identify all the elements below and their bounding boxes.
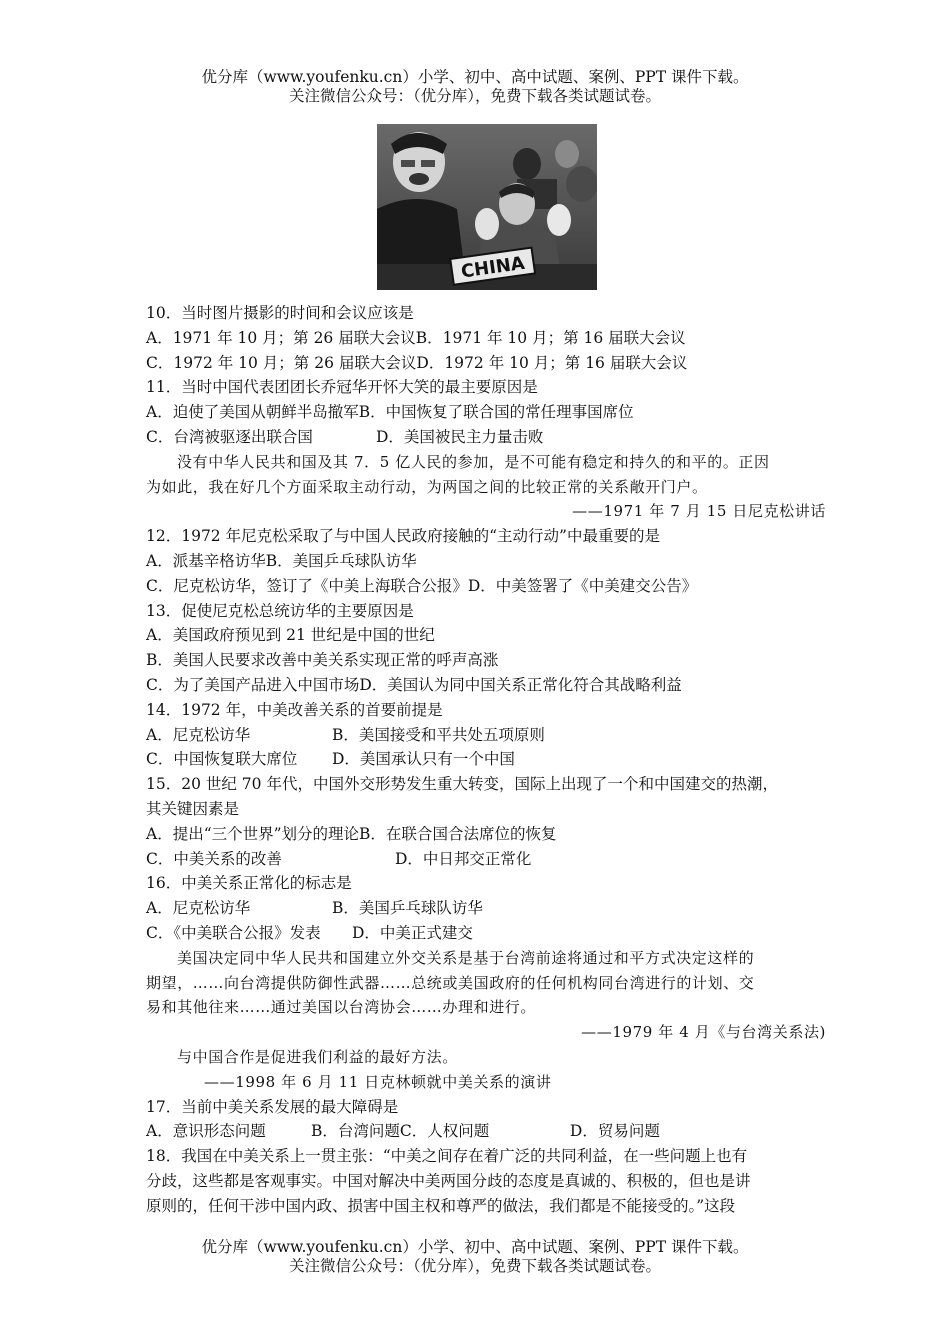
quote-clinton-line-1: 与中国合作是促进我们利益的最好方法。	[177, 1047, 458, 1066]
q15-stem-line-1: 15．20 世纪 70 年代，中国外交形势发生重大转变，国际上出现了一个和中国建交的热潮，	[146, 775, 778, 794]
china-placard-text: CHINA	[459, 252, 527, 283]
q14-option-b: B．美国接受和平共处五项原则	[332, 725, 545, 744]
q14-option-a: A．尼克松访华	[146, 725, 251, 744]
q16-options-row-1	[146, 896, 826, 921]
q16-option-a: A．尼克松访华	[146, 899, 251, 918]
q12-stem: 12．1972 年尼克松采取了与中国人民政府接触的“主动行动”中最重要的是	[146, 527, 660, 546]
q11-option-a: A．迫使了美国从朝鲜半岛撤军	[146, 403, 359, 422]
quote-nixon-line-2: 为如此，我在好几个方面采取主动行动，为两国之间的比较正常的关系敞开门户。	[146, 477, 708, 496]
q12-option-a: A．派基辛格访华	[146, 551, 266, 570]
q18-line-1: 18．我国在中美关系上一贯主张：“中美之间存在着广泛的共同利益，在一些问题上也有	[146, 1147, 748, 1166]
q15-option-b: B．在联合国合法席位的恢复	[359, 824, 557, 843]
q11-stem: 11．当时中国代表团团长乔冠华开怀大笑的最主要原因是	[146, 378, 538, 397]
q13-option-c: C．为了美国产品进入中国市场	[146, 675, 360, 694]
q13-options-row-3	[146, 673, 826, 698]
q14-stem: 14．1972 年，中美改善关系的首要前提是	[146, 700, 443, 719]
q18-line-2: 分歧，这些都是客观事实。中国对解决中美两国分歧的态度是真诚的、积极的，但也是讲	[146, 1171, 751, 1190]
q12-option-b: B．美国乒乓球队访华	[265, 551, 417, 570]
q10-option-a: A．1971 年 10 月；第 26 届联大会议	[146, 328, 416, 347]
q10-option-b: B．1971 年 10 月；第 16 届联大会议	[415, 328, 686, 347]
q12-option-d: D．中美签署了《中美建交公告》	[467, 576, 698, 595]
footer-line-2: 关注微信公众号：（优分库），免费下载各类试题试卷。	[288, 1257, 661, 1275]
header-line-1: 优分库（www.youfenku.cn）小学、初中、高中试题、案例、PPT 课件下载。	[201, 68, 749, 86]
q10-options-row-1	[146, 326, 826, 351]
q17-options-row	[146, 1119, 826, 1144]
q18-line-3: 原则的，任何干涉中国内政、损害中国主权和尊严的做法，我们都是不能接受的。”这段	[146, 1196, 736, 1215]
q16-options-row-2	[146, 921, 826, 946]
q11-options-row-1	[146, 400, 826, 425]
footer-line-1: 优分库（www.youfenku.cn）小学、初中、高中试题、案例、PPT 课件下载。	[201, 1238, 749, 1256]
q17-option-c: C．人权问题	[399, 1122, 490, 1141]
q13-option-d: D．美国认为同中国关系正常化符合其战略利益	[359, 675, 682, 694]
q10-option-d: D．1972 年 10 月；第 16 届联大会议	[416, 353, 688, 372]
q16-option-b: B．美国乒乓球队访华	[332, 899, 483, 918]
q16-option-c: C．《中美联合公报》发表	[146, 923, 321, 942]
page-header	[0, 68, 950, 106]
q11-option-d: D．美国被民主力量击败	[376, 427, 544, 446]
q11-option-c: C．台湾被驱逐出联合国	[146, 427, 313, 446]
quote-taiwan-act-source: ——1979 年 4 月《与台湾关系法)	[581, 1023, 826, 1042]
q10-option-c: C．1972 年 10 月；第 26 届联大会议	[146, 353, 417, 372]
q17-stem: 17．当前中美关系发展的最大障碍是	[146, 1097, 399, 1116]
q15-options-row-2	[146, 847, 826, 872]
q11-option-b: B．中国恢复了联合国的常任理事国席位	[358, 403, 634, 422]
q14-options-row-2	[146, 747, 826, 772]
un-delegation-photo	[377, 124, 597, 290]
q16-stem: 16．中美关系正常化的标志是	[146, 874, 352, 893]
q14-options-row-1	[146, 723, 826, 748]
photo-illustration	[377, 124, 597, 290]
q10-options-row-2	[146, 351, 826, 376]
q12-options-row-1	[146, 549, 826, 574]
header-line-2: 关注微信公众号：（优分库），免费下载各类试题试卷。	[288, 87, 661, 105]
quote-taiwan-act-line-2: 期望，……向台湾提供防御性武器……总统或美国政府的任何机构同台湾进行的计划、交	[146, 973, 755, 992]
q15-option-d: D．中日邦交正常化	[395, 849, 532, 868]
q15-options-row-1	[146, 822, 826, 847]
q17-option-d: D．贸易问题	[569, 1122, 660, 1141]
q15-option-a: A．提出“三个世界”划分的理论	[146, 824, 360, 843]
q13-stem: 13．促使尼克松总统访华的主要原因是	[146, 601, 414, 620]
quote-taiwan-act-line-1: 美国决定同中华人民共和国建立外交关系是基于台湾前途将通过和平方式决定这样的	[177, 948, 755, 967]
quote-nixon-line-1: 没有中华人民共和国及其 7．5 亿人民的参加，是不可能有稳定和持久的和平的。正因	[177, 452, 770, 471]
q14-option-c: C．中国恢复联大席位	[146, 750, 298, 769]
q14-option-d: D．美国承认只有一个中国	[332, 750, 515, 769]
q17-option-b: B．台湾问题	[311, 1122, 400, 1141]
q15-stem-line-2: 其关键因素是	[146, 799, 240, 818]
q11-options-row-2	[146, 425, 826, 450]
quote-nixon-source: ——1971 年 7 月 15 日尼克松讲话	[572, 502, 826, 521]
quote-clinton-source: ——1998 年 6 月 11 日克林顿就中美关系的演讲	[204, 1072, 552, 1091]
quote-taiwan-act-line-3: 易和其他往来……通过美国以台湾协会……办理和进行。	[146, 998, 537, 1017]
q17-option-a: A．意识形态问题	[146, 1122, 266, 1141]
q12-option-c: C．尼克松访华，签订了《中美上海联合公报》	[146, 576, 468, 595]
q10-stem: 10．当时图片摄影的时间和会议应该是	[146, 304, 414, 322]
q12-options-row-2	[146, 574, 826, 599]
exam-body	[146, 301, 826, 1218]
q13-option-b: B．美国人民要求改善中美关系实现正常的呼声高涨	[146, 651, 499, 670]
q15-option-c: C．中美关系的改善	[146, 849, 282, 868]
q16-option-d: D．中美正式建交	[352, 923, 473, 942]
page-footer	[0, 1238, 950, 1276]
q13-option-a: A．美国政府预见到 21 世纪是中国的世纪	[146, 626, 435, 645]
